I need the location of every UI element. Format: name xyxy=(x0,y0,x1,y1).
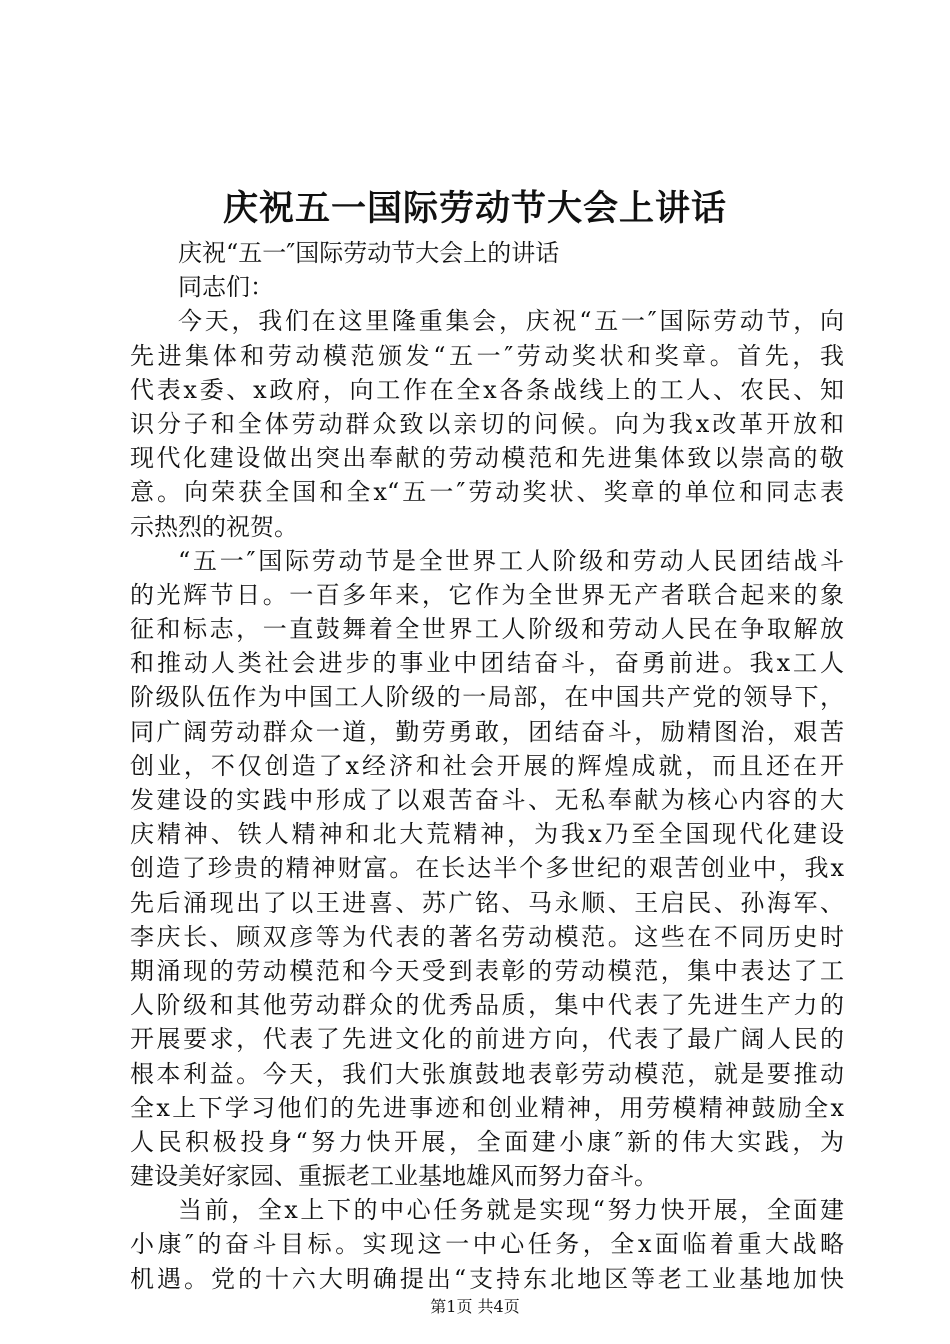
paragraph xyxy=(130,1193,844,1296)
paragraph-line: 期涌现的劳动模范和今天受到表彰的劳动模范，集中表达了工 xyxy=(130,956,844,985)
paragraph-line: 先进集体和劳动模范颁发“五一″劳动奖状和奖章。首先，我 xyxy=(130,341,844,370)
paragraph-line: 全x上下学习他们的先进事迹和创业精神，用劳模精神鼓励全x xyxy=(130,1093,844,1122)
paragraph-line: 阶级队伍作为中国工人阶级的一局部，在中国共产党的领导下， xyxy=(130,683,844,712)
paragraphs xyxy=(130,304,844,1295)
paragraph-line: 根本利益。今天，我们大张旗鼓地表彰劳动模范，就是要推动 xyxy=(130,1059,844,1088)
paragraph-line: 代表x委、x政府，向工作在全x各条战线上的工人、农民、知 xyxy=(130,375,844,404)
paragraph-line: 庆精神、铁人精神和北大荒精神，为我x乃至全国现代化建设 xyxy=(130,820,844,849)
paragraph-line: 同广阔劳动群众一道，勤劳勇敢，团结奋斗，励精图治，艰苦 xyxy=(130,717,844,746)
paragraph-line: 机遇。党的十六大明确提出“支持东北地区等老工业基地加快 xyxy=(130,1264,844,1293)
paragraph-line: 的光辉节日。一百多年来，它作为全世界无产者联合起来的象 xyxy=(130,580,844,609)
paragraph-line: 人民积极投身“努力快开展，全面建小康″新的伟大实践，为 xyxy=(130,1127,844,1156)
paragraph-line: 小康″的奋斗目标。实现这一中心任务，全x面临着重大战略 xyxy=(130,1230,844,1259)
subtitle: 庆祝“五一″国际劳动节大会上的讲话 xyxy=(178,239,560,267)
document-title: 庆祝五一国际劳动节大会上讲话 xyxy=(222,188,727,229)
paragraph-line: “五一″国际劳动节是全世界工人阶级和劳动人民团结战斗 xyxy=(178,546,844,575)
paragraph-line: 李庆长、顾双彦等为代表的著名劳动模范。这些在不同历史时 xyxy=(130,922,844,951)
paragraph-line: 意。向荣获全国和全x“五一″劳动奖状、奖章的单位和同志表 xyxy=(130,478,844,507)
document-body xyxy=(130,236,844,1296)
paragraph-line: 发建设的实践中形成了以艰苦奋斗、无私奉献为核心内容的大 xyxy=(130,786,844,814)
paragraph-line: 创造了珍贵的精神财富。在长达半个多世纪的艰苦创业中，我x xyxy=(130,854,844,883)
paragraph-line: 今天，我们在这里隆重集会，庆祝“五一″国际劳动节，向 xyxy=(178,307,844,336)
page-footer: 第1页 共4页 xyxy=(430,1297,520,1316)
paragraph-line: 识分子和全体劳动群众致以亲切的问候。向为我x改革开放和 xyxy=(130,409,844,438)
paragraph xyxy=(130,544,844,1194)
paragraph-line: 人阶级和其他劳动群众的优秀品质，集中代表了先进生产力的 xyxy=(130,991,844,1020)
paragraph-line: 示热烈的祝贺。 xyxy=(130,512,298,541)
paragraph-line: 现代化建设做出突出奉献的劳动模范和先进集体致以崇高的敬 xyxy=(130,444,844,473)
paragraph-line: 征和标志，一直鼓舞着全世界工人阶级和劳动人民在争取解放 xyxy=(130,615,844,644)
paragraph-line: 创业，不仅创造了x经济和社会开展的辉煌成就，而且还在开 xyxy=(130,751,844,780)
paragraph-line: 开展要求，代表了先进文化的前进方向，代表了最广阔人民的 xyxy=(130,1025,844,1054)
paragraph-line: 和推动人类社会进步的事业中团结奋斗，奋勇前进。我x工人 xyxy=(130,649,844,678)
paragraph-line: 建设美好家园、重振老工业基地雄风而努力奋斗。 xyxy=(130,1162,658,1191)
paragraph xyxy=(130,304,844,543)
salutation: 同志们： xyxy=(178,273,274,302)
paragraph-line: 先后涌现出了以王进喜、苏广铭、马永顺、王启民、孙海军、 xyxy=(130,888,844,917)
paragraph-line: 当前，全x上下的中心任务就是实现“努力快开展，全面建 xyxy=(178,1196,844,1225)
